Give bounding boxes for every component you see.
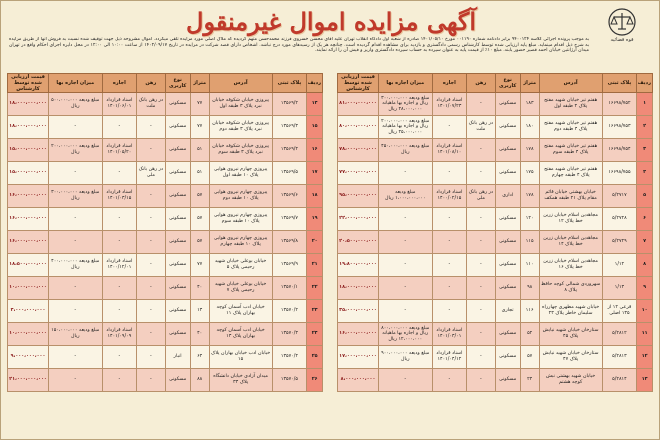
usage-cell: مسکونی: [165, 231, 190, 254]
lease-cell: اسناد قرارداد ۱۴۰۱/۰۵/۲۰: [102, 139, 137, 162]
column-header: ردیف: [307, 74, 323, 93]
address-cell: هفتم تیر خیابان شهید مفتح پلاک ۴ طبقه اول: [539, 93, 602, 116]
table-row: [8, 162, 323, 185]
column-header: متراژ: [190, 74, 209, 93]
row-index: ۲۶: [307, 369, 323, 392]
table-row: [338, 254, 653, 277]
lease-cell: -: [102, 277, 137, 300]
table-row: [8, 346, 323, 369]
lease-cell: -: [432, 208, 467, 231]
area-cell: ۵۷: [190, 208, 209, 231]
mortgage-cell: -: [137, 208, 165, 231]
row-index: ۲۵: [307, 346, 323, 369]
rent-cell: -: [49, 277, 103, 300]
area-cell: ۱۸۰: [520, 116, 539, 139]
area-cell: ۵۲: [520, 323, 539, 346]
area-cell: ۱۳: [190, 300, 209, 323]
column-header: رهن: [137, 74, 165, 93]
rent-cell: مبلغ ودیعه ۳۰۰،۰۰۰،۰۰۰ ریال و اجاره بها ماهیانه ۲۸،۰۰۰،۰۰۰ ریال: [379, 93, 433, 116]
price-cell: ۱۷،۰۰۰،۰۰۰،۰۰۰: [338, 346, 379, 369]
column-header: نوع کاربری: [495, 74, 520, 93]
usage-cell: مسکونی: [165, 369, 190, 392]
rent-cell: مبلغ ودیعه ۴۰۰،۰۰۰،۰۰۰ ریال: [49, 254, 103, 277]
address-cell: خیابان بهشتی خیابان قائم مقام پلاک ۲۱ طبقه همکف: [539, 185, 602, 208]
table-row: [338, 369, 653, 392]
row-index: ۲۴: [307, 323, 323, 346]
mortgage-cell: -: [137, 323, 165, 346]
plak-cell: ۵/۲۸۱۳: [602, 346, 637, 369]
lease-cell: اسناد قرارداد ۱۴۰۱/۰۸/۱۰: [432, 139, 467, 162]
address-cell: خیابان شهید بهشتی نبش کوچه هشتم: [539, 369, 602, 392]
row-index: ۱۵: [307, 116, 323, 139]
lease-cell: -: [102, 300, 137, 323]
lease-cell: اسناد قرارداد ۱۴۰۱/۰۹/۰۹: [102, 323, 137, 346]
price-cell: ۷۸،۰۰۰،۰۰۰،۰۰۰: [338, 139, 379, 162]
usage-cell: مسکونی: [495, 231, 520, 254]
lease-cell: -: [102, 116, 137, 139]
plak-cell: ۵/۲۷۲۹: [602, 231, 637, 254]
price-cell: ۱۶،۰۰۰،۰۰۰،۰۰۰: [8, 185, 49, 208]
mortgage-cell: -: [137, 116, 165, 139]
address-cell: خیابان بوعلی خیابان شهید رحیمی پلاک ۷: [209, 277, 272, 300]
table-header-row: [8, 74, 323, 93]
usage-cell: مسکونی: [495, 139, 520, 162]
rent-cell: -: [49, 369, 103, 392]
table-row: [8, 300, 323, 323]
usage-cell: مسکونی: [165, 208, 190, 231]
usage-cell: مسکونی: [165, 162, 190, 185]
usage-cell: مسکونی: [165, 254, 190, 277]
area-cell: ۹۸: [520, 277, 539, 300]
address-cell: خیابان بوعلی خیابان شهید رحیمی پلاک ۵: [209, 254, 272, 277]
column-header: میزان اجاره بها: [379, 74, 433, 93]
lease-cell: اسناد قرارداد ۱۴۰۰/۰۲/۱۵: [432, 185, 467, 208]
price-cell: ۱۵،۰۰۰،۰۰۰،۰۰۰: [8, 162, 49, 185]
table-row: [8, 369, 323, 392]
usage-cell: تجاری: [495, 300, 520, 323]
lease-cell: اسناد قرارداد ۱۴۰۱/۰۷/۲۳: [432, 93, 467, 116]
address-cell: سهروردی شمالی کوچه حافظ پلاک ۸: [539, 277, 602, 300]
row-index: ۵: [637, 185, 653, 208]
address-cell: هفتم تیر خیابان شهید مفتح پلاک ۴ طبقه دوم: [539, 116, 602, 139]
plak-cell: ۵/۲۸۱۲: [602, 323, 637, 346]
lease-cell: -: [102, 231, 137, 254]
usage-cell: مسکونی: [495, 93, 520, 116]
usage-cell: مسکونی: [165, 93, 190, 116]
row-index: ۱۸: [307, 185, 323, 208]
right-table-column: [337, 73, 653, 435]
row-index: ۱۱: [637, 323, 653, 346]
row-index: ۷: [637, 231, 653, 254]
table-row: [338, 300, 653, 323]
table-header-row: [338, 74, 653, 93]
price-cell: ۱۶،۰۰۰،۰۰۰،۰۰۰: [8, 231, 49, 254]
address-cell: پیروزی خیابان شکوفه خیابان نبرد پلاک ۳ طبقه سوم: [209, 139, 272, 162]
area-cell: ۱۸۳: [520, 93, 539, 116]
area-cell: ۴۰: [190, 277, 209, 300]
column-header: پلاک ثبتی: [602, 74, 637, 93]
table-row: [338, 139, 653, 162]
address-cell: مجاهدین اسلام خیابان زرین خط پلاک ۱۴: [539, 231, 602, 254]
plak-cell: ۱/۱۲: [602, 254, 637, 277]
column-header: ردیف: [637, 74, 653, 93]
rent-cell: مبلغ ودیعه ۴۵۰،۰۰۰،۰۰۰ ریال: [379, 139, 433, 162]
lease-cell: -: [102, 346, 137, 369]
address-cell: پیروزی خیابان شکوفه خیابان نبرد پلاک ۳ طبقه دوم: [209, 116, 272, 139]
table-body: [8, 93, 323, 392]
table-row: [338, 323, 653, 346]
area-cell: ۵۷: [190, 231, 209, 254]
rent-cell: مبلغ ودیعه ۳۰۰،۰۰۰،۰۰۰ ریال: [49, 185, 103, 208]
mortgage-cell: -: [467, 346, 495, 369]
column-header: قیمت ارزیابی شده توسط کارشناس: [338, 74, 379, 93]
usage-cell: مسکونی: [495, 162, 520, 185]
row-index: ۶: [637, 208, 653, 231]
row-index: ۲۱: [307, 254, 323, 277]
plak-cell: ۱۳۵۶۹/۳: [272, 116, 307, 139]
rent-cell: -: [49, 346, 103, 369]
mortgage-cell: -: [137, 231, 165, 254]
area-cell: ۵۷: [520, 346, 539, 369]
price-cell: ۳۵،۰۰۰،۰۰۰،۰۰۰: [338, 300, 379, 323]
column-header: نوع کاربری: [165, 74, 190, 93]
area-cell: ۵۷: [190, 185, 209, 208]
area-cell: ۷۷: [190, 93, 209, 116]
price-cell: ۸۰،۰۰۰،۰۰۰،۰۰۰: [338, 116, 379, 139]
rent-cell: -: [49, 300, 103, 323]
mortgage-cell: -: [467, 277, 495, 300]
row-index: ۲: [637, 116, 653, 139]
usage-cell: مسکونی: [165, 300, 190, 323]
mortgage-cell: -: [137, 139, 165, 162]
table-row: [338, 116, 653, 139]
usage-cell: مسکونی: [495, 369, 520, 392]
price-cell: ۱۶،۰۰۰،۰۰۰،۰۰۰: [8, 208, 49, 231]
table-row: [338, 208, 653, 231]
table-row: [8, 254, 323, 277]
table-body: [338, 93, 653, 392]
column-header: پلاک ثبتی: [272, 74, 307, 93]
plak-cell: ۱۳۵۷۰/۴: [272, 346, 307, 369]
lease-cell: -: [432, 162, 467, 185]
lease-cell: -: [432, 300, 467, 323]
usage-cell: مسکونی: [495, 323, 520, 346]
usage-cell: مسکونی: [165, 116, 190, 139]
row-index: ۱۷: [307, 162, 323, 185]
judiciary-logo: [593, 7, 651, 47]
page-title: آگهی مزایده اموال غیرمنقول: [186, 7, 476, 36]
price-cell: ۱۸،۰۰۰،۰۰۰،۰۰۰: [8, 116, 49, 139]
column-header: میزان اجاره بها: [49, 74, 103, 93]
lease-cell: -: [432, 369, 467, 392]
address-cell: ستارخان خیابان شهید نیایش پلاک ۴۷: [539, 346, 602, 369]
area-cell: ۲۴: [520, 369, 539, 392]
row-index: ۱۹: [307, 208, 323, 231]
area-cell: ۵۱: [190, 139, 209, 162]
plak-cell: ۵/۲۸۱۴: [602, 369, 637, 392]
price-cell: ۱۶،۰۰۰،۰۰۰،۰۰۰: [338, 323, 379, 346]
rent-cell: مبلغ ودیعه ۲۰۰،۰۰۰،۰۰۰ ریال و اجاره بها ماهیانه ۲۵،۰۰۰،۰۰۰ ریال: [379, 116, 433, 139]
rent-cell: -: [379, 300, 433, 323]
address-cell: هفتم تیر خیابان شهید مفتح پلاک ۴ طبقه چهارم: [539, 162, 602, 185]
area-cell: ۱۷۸: [520, 139, 539, 162]
plak-cell: ۱۳۵۷۰/۳: [272, 323, 307, 346]
usage-cell: مسکونی: [495, 116, 520, 139]
area-cell: ۷۷: [190, 116, 209, 139]
usage-cell: مسکونی: [165, 277, 190, 300]
address-cell: خیابان ادب آسمان کوچه بهاران پلاک ۱۱: [209, 300, 272, 323]
mortgage-cell: -: [137, 369, 165, 392]
address-cell: پیروزی چهارم نیروی هوایی پلاک ۱۰ طبقه چهارم: [209, 231, 272, 254]
plak-cell: ۱/۱۳: [602, 277, 637, 300]
area-cell: ۸۸: [190, 369, 209, 392]
lease-cell: -: [432, 254, 467, 277]
mortgage-cell: -: [467, 300, 495, 323]
plak-cell: ۱۳۵۶۹/۶: [272, 185, 307, 208]
price-cell: ۴،۰۰۰،۰۰۰،۰۰۰: [8, 300, 49, 323]
row-index: ۲۳: [307, 300, 323, 323]
mortgage-cell: -: [467, 254, 495, 277]
address-cell: پیروزی چهارم نیروی هوایی پلاک ۱۰ طبقه دوم: [209, 185, 272, 208]
lease-cell: -: [432, 116, 467, 139]
address-cell: خیابان ادب آسمان کوچه بهاران پلاک ۱۳: [209, 323, 272, 346]
row-index: ۴: [637, 162, 653, 185]
lease-cell: اسناد قرارداد ۱۴۰۱/۰۳/۱۵: [102, 185, 137, 208]
price-cell: ۱۸،۰۰۰،۰۰۰،۰۰۰: [8, 93, 49, 116]
plak-cell: ۱۶۶۹۸/۷۵۴: [602, 139, 637, 162]
address-cell: خیابان ادب خیابان بهاران پلاک ۱۵: [209, 346, 272, 369]
plak-cell: ۱۳۵۶۹/۴: [272, 139, 307, 162]
lease-cell: اسناد قرارداد ۱۴۰۱/۰۶/۰۱: [102, 93, 137, 116]
row-index: ۲۲: [307, 277, 323, 300]
rent-cell: مبلغ ودیعه ۱۵۰،۰۰۰،۰۰۰ ریال: [49, 323, 103, 346]
property-table-right: [337, 73, 653, 392]
price-cell: ۱۹،۸۰۰،۰۰۰،۰۰۰: [338, 254, 379, 277]
column-header: رهن: [467, 74, 495, 93]
area-cell: ۴۰: [190, 323, 209, 346]
row-index: ۱۳: [637, 369, 653, 392]
price-cell: ۲۲،۰۰۰،۰۰۰،۰۰۰: [338, 208, 379, 231]
plak-cell: ۱۳۵۷۰/۵: [272, 369, 307, 392]
table-row: [8, 93, 323, 116]
rent-cell: مبلغ ودیعه ۵۰۰،۰۰۰،۰۰۰ ریال: [49, 93, 103, 116]
rent-cell: -: [379, 208, 433, 231]
row-index: ۱۴: [307, 93, 323, 116]
price-cell: ۹،۰۰۰،۰۰۰،۰۰۰: [8, 346, 49, 369]
row-index: ۱۲: [637, 346, 653, 369]
rent-cell: مبلغ ودیعه ۹۰۰،۰۰۰،۰۰۰ ریال: [379, 346, 433, 369]
address-cell: میدان آزادی خیابان دانشگاه پلاک ۳۳: [209, 369, 272, 392]
rent-cell: -: [49, 208, 103, 231]
table-row: [8, 208, 323, 231]
area-cell: ۱۲۰: [520, 208, 539, 231]
property-table-left: [7, 73, 323, 392]
table-row: [338, 231, 653, 254]
column-header: آدرس: [209, 74, 272, 93]
row-index: ۲۰: [307, 231, 323, 254]
area-cell: ۱۷۸: [520, 185, 539, 208]
table-row: [8, 323, 323, 346]
plak-cell: ۱۶۶۹۸/۷۵۲: [602, 93, 637, 116]
address-cell: مجاهدین اسلام خیابان زرین خط پلاک ۱۲: [539, 208, 602, 231]
area-cell: ۱۷۵: [520, 162, 539, 185]
usage-cell: مسکونی: [495, 346, 520, 369]
area-cell: ۷۷: [190, 254, 209, 277]
area-cell: ۶۴: [190, 346, 209, 369]
mortgage-cell: -: [137, 346, 165, 369]
row-index: ۸: [637, 254, 653, 277]
usage-cell: مسکونی: [165, 185, 190, 208]
lease-cell: -: [432, 277, 467, 300]
area-cell: ۱۱۵: [520, 231, 539, 254]
mortgage-cell: -: [137, 277, 165, 300]
price-cell: ۲۰،۵۰۰،۰۰۰،۰۰۰: [338, 231, 379, 254]
lease-cell: -: [102, 369, 137, 392]
plak-cell: ۱۳۵۶۹/۹: [272, 254, 307, 277]
intro-paragraph: به موجب پرونده اجرائی کلاسه ۹۴۰۰۱۲۴ برابر دادنامه شماره ۰۰۱۱۹۰ مورخ ۱۴۰۱/۰۵/۱۰ صادره از شعبه اول دادگاه انقلاب تهران علیه آقای محسن خسروی فرزند محمدحسن متهم گردیده که ملاک اصلی مورد مزایده تلقی میگردد. اموال مشروحه ذیل جهت توقیف شده نسبت به فروش آنها از طریق مزایده به شرح ذیل اقدام مینماید. مبلغ پایه ارزیابی شده توسط کارشناس رسمی دادگستری و بازدید برای مشاهده اقدام گردیده است. چنانچه هر یک از رسیدهای مورد درج نباشد. اشخاص دارای قصد شرکت در مزایده در تاریخ ۱۴۰۲/۰۹/۱۷ از ساعت ۱۰:۰۰ الی ۱۲:۰۰ در محل دایره اجرای احکام واقع در تهران میدان آرژانتین خیابان احمد قصیر حضور یابند. مبلغ ۱۰٪ از قیمت پایه به عنوان سپرده به حساب سپرده دادگستری واریز و فیش آن را ارائه نمایند.: [9, 37, 589, 54]
column-header: قیمت ارزیابی شده توسط کارشناس: [8, 74, 49, 93]
usage-cell: اداری: [495, 185, 520, 208]
mortgage-cell: در رهن بانک ملی: [467, 185, 495, 208]
mortgage-cell: -: [467, 93, 495, 116]
table-row: [8, 116, 323, 139]
rent-cell: -: [379, 369, 433, 392]
table-row: [8, 231, 323, 254]
table-row: [338, 162, 653, 185]
mortgage-cell: -: [467, 208, 495, 231]
usage-cell: مسکونی: [495, 208, 520, 231]
area-cell: ۱۱۶: [520, 300, 539, 323]
price-cell: ۷۷،۰۰۰،۰۰۰،۰۰۰: [338, 162, 379, 185]
rent-cell: -: [379, 162, 433, 185]
address-cell: پیروزی خیابان شکوفه خیابان نبرد پلاک ۳ طبقه اول: [209, 93, 272, 116]
rent-cell: -: [49, 116, 103, 139]
usage-cell: مسکونی: [165, 139, 190, 162]
table-row: [338, 277, 653, 300]
rent-cell: مبلغ ودیعه ۲۰۰،۰۰۰،۰۰۰ ریال: [49, 139, 103, 162]
lease-cell: اسناد قرارداد ۱۴۰۰/۱۲/۰۱: [102, 254, 137, 277]
lease-cell: -: [102, 208, 137, 231]
table-row: [338, 93, 653, 116]
plak-cell: ۵/۲۷۲۸: [602, 208, 637, 231]
mortgage-cell: -: [137, 300, 165, 323]
row-index: ۱۰: [637, 300, 653, 323]
address-cell: خیابان شهید مطهری چهارراه سلیمان خاطر پلاک ۲۳: [539, 300, 602, 323]
plak-cell: ۵/۲۷۱۷: [602, 185, 637, 208]
rent-cell: -: [379, 254, 433, 277]
rent-cell: مبلغ ودیعه ۱،۰۰۰،۰۰۰،۰۰۰ ریال: [379, 185, 433, 208]
table-row: [8, 139, 323, 162]
price-cell: ۱۰،۰۰۰،۰۰۰،۰۰۰: [8, 277, 49, 300]
mortgage-cell: -: [467, 323, 495, 346]
price-cell: ۸،۰۰۰،۰۰۰،۰۰۰: [338, 369, 379, 392]
table-row: [8, 185, 323, 208]
column-header: آدرس: [539, 74, 602, 93]
address-cell: پیروزی چهارم نیروی هوایی پلاک ۱۰ طبقه اول: [209, 162, 272, 185]
mortgage-cell: -: [467, 369, 495, 392]
rent-cell: -: [379, 231, 433, 254]
mortgage-cell: در رهن بانک ملی: [137, 162, 165, 185]
lease-cell: اسناد قرارداد ۱۴۰۱/۰۳/۰۱: [432, 323, 467, 346]
usage-cell: مسکونی: [495, 277, 520, 300]
mortgage-cell: -: [467, 139, 495, 162]
rent-cell: -: [49, 231, 103, 254]
area-cell: ۱۱۰: [520, 254, 539, 277]
price-cell: ۱۸،۰۰۰،۰۰۰،۰۰۰: [338, 277, 379, 300]
lease-cell: -: [102, 162, 137, 185]
mortgage-cell: در رهن بانک ملت: [137, 93, 165, 116]
plak-cell: ۱۶۶۹۸/۷۵۳: [602, 116, 637, 139]
mortgage-cell: -: [467, 231, 495, 254]
price-cell: ۹۵،۰۰۰،۰۰۰،۰۰۰: [338, 185, 379, 208]
mortgage-cell: -: [467, 162, 495, 185]
plak-cell: ۱۳۵۶۹/۲: [272, 93, 307, 116]
area-cell: ۵۱: [190, 162, 209, 185]
table-row: [338, 346, 653, 369]
column-header: اجاره: [102, 74, 137, 93]
row-index: ۱: [637, 93, 653, 116]
logo-label: قوه قضائیه: [610, 37, 634, 43]
price-cell: ۲۱،۰۰۰،۰۰۰،۰۰۰: [8, 369, 49, 392]
rent-cell: -: [379, 277, 433, 300]
table-row: [8, 277, 323, 300]
row-index: ۳: [637, 139, 653, 162]
plak-cell: ۱۳۵۶۹/۵: [272, 162, 307, 185]
address-cell: هفتم تیر خیابان شهید مفتح پلاک ۴ طبقه سوم: [539, 139, 602, 162]
usage-cell: مسکونی: [495, 254, 520, 277]
column-header: متراژ: [520, 74, 539, 93]
scales-icon: [607, 7, 637, 37]
address-cell: مجاهدین اسلام خیابان زرین خط پلاک ۱۶: [539, 254, 602, 277]
lease-cell: -: [432, 231, 467, 254]
price-cell: ۱۵،۰۰۰،۰۰۰،۰۰۰: [8, 139, 49, 162]
row-index: ۹: [637, 277, 653, 300]
price-cell: ۸۱،۰۰۰،۰۰۰،۰۰۰: [338, 93, 379, 116]
plak-cell: ۱۶۶۹۸/۷۵۵: [602, 162, 637, 185]
price-cell: ۱۰،۰۰۰،۰۰۰،۰۰۰: [8, 323, 49, 346]
mortgage-cell: -: [137, 254, 165, 277]
usage-cell: انبار: [165, 346, 190, 369]
lease-cell: اسناد قرارداد ۱۴۰۱/۰۴/۱۲: [432, 346, 467, 369]
row-index: ۱۶: [307, 139, 323, 162]
table-row: [338, 185, 653, 208]
plak-cell: ۱۳۵۷۰/۱: [272, 277, 307, 300]
address-cell: پیروزی چهارم نیروی هوایی پلاک ۱۰ طبقه سوم: [209, 208, 272, 231]
column-header: اجاره: [432, 74, 467, 93]
usage-cell: مسکونی: [165, 323, 190, 346]
address-cell: ستارخان خیابان شهید نیایش پلاک ۴۵: [539, 323, 602, 346]
mortgage-cell: در رهن بانک ملت: [467, 116, 495, 139]
price-cell: ۱۸،۵۰۰،۰۰۰،۰۰۰: [8, 254, 49, 277]
plak-cell: ۱۳۵۶۹/۸: [272, 231, 307, 254]
rent-cell: مبلغ ودیعه ۸۰۰،۰۰۰،۰۰۰ ریال و اجاره بها ماهیانه ۱۲،۰۰۰،۰۰۰ ریال: [379, 323, 433, 346]
plak-cell: قرعی ۱۲ از ۱۳۵ اصلی: [602, 300, 637, 323]
rent-cell: -: [49, 162, 103, 185]
plak-cell: ۱۳۵۶۹/۷: [272, 208, 307, 231]
mortgage-cell: -: [137, 185, 165, 208]
left-table-column: [7, 73, 323, 435]
plak-cell: ۱۳۵۷۰/۲: [272, 300, 307, 323]
